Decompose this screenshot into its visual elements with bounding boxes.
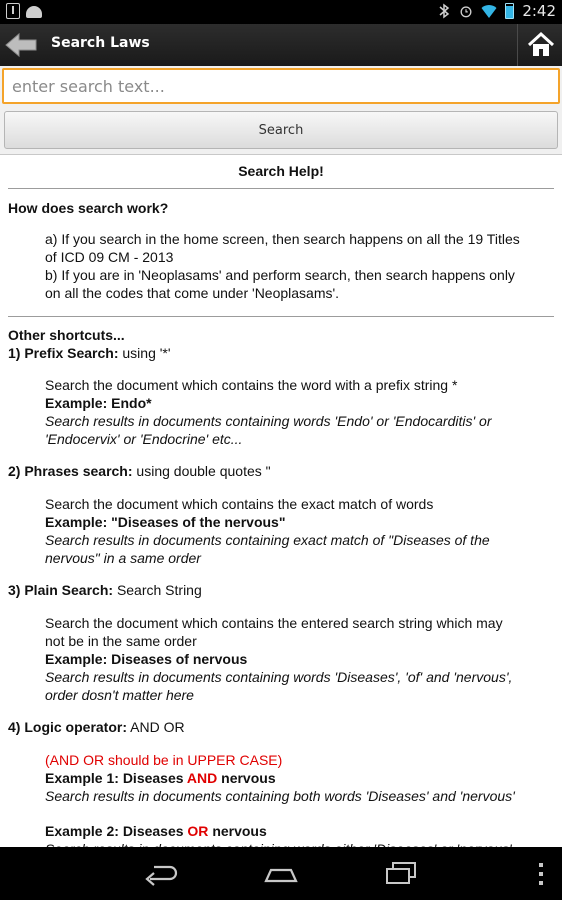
alarm-icon xyxy=(459,3,473,19)
search-input[interactable] xyxy=(2,68,560,104)
plain-example: Example: Diseases of nervous xyxy=(45,651,248,667)
phrase-value: using double quotes " xyxy=(136,463,271,479)
divider xyxy=(8,316,554,317)
wifi-icon xyxy=(481,3,497,19)
android-icon xyxy=(26,6,42,18)
ex1-tail: nervous xyxy=(221,770,276,786)
plain-result-1: Search results in documents containing words 'Diseases', 'of' and 'nervous', xyxy=(45,669,513,685)
how-text-b-1: b) If you are in 'Neoplasams' and perform search, then search happens only xyxy=(45,267,515,283)
logic-example-1 xyxy=(45,769,276,787)
logic-note: (AND OR should be in UPPER CASE) xyxy=(45,752,283,768)
action-bar xyxy=(0,24,562,67)
notification-box-icon xyxy=(6,3,20,19)
prefix-desc: Search the document which contains the word with a prefix string * xyxy=(45,377,458,393)
logic-value: AND OR xyxy=(130,719,185,735)
search-panel xyxy=(0,66,562,155)
search-button[interactable]: Search xyxy=(4,111,558,149)
action-bar-divider xyxy=(517,24,518,66)
logic-example-1-result: Search results in documents containing both words 'Diseases' and 'nervous' xyxy=(45,788,515,804)
overflow-menu-icon[interactable] xyxy=(536,861,546,887)
bluetooth-icon xyxy=(437,3,451,19)
phrase-result-2: nervous" in a same order xyxy=(45,550,201,566)
plain-desc-1: Search the document which contains the entered search string which may xyxy=(45,615,503,631)
prefix-search-heading xyxy=(8,344,171,362)
plain-result-2: order dosn't matter here xyxy=(45,687,194,703)
how-text-a-1: a) If you search in the home screen, then search happens on all the 19 Titles xyxy=(45,231,520,247)
plain-search-heading xyxy=(8,581,202,599)
status-system-icons xyxy=(437,2,556,20)
back-arrow-icon[interactable] xyxy=(4,30,38,60)
prefix-result-2: 'Endocervix' or 'Endocrine' etc... xyxy=(45,431,243,447)
page-title: Search Laws xyxy=(51,35,150,51)
prefix-result-1: Search results in documents containing words 'Endo' or 'Endocarditis' or xyxy=(45,413,492,429)
home-icon[interactable] xyxy=(526,31,556,59)
nav-back-icon[interactable] xyxy=(144,861,180,885)
navigation-bar xyxy=(0,847,562,900)
status-bar xyxy=(0,0,562,24)
battery-icon xyxy=(505,3,514,19)
help-title: Search Help! xyxy=(238,163,324,179)
phrase-label: 2) Phrases search: xyxy=(8,463,133,479)
phrase-search-heading xyxy=(8,462,271,480)
plain-value: Search String xyxy=(116,582,202,598)
ex1-operator: AND xyxy=(186,770,218,786)
how-text-b-2: on all the codes that come under 'Neoplasams'. xyxy=(45,285,340,301)
search-help-content[interactable] xyxy=(0,155,562,847)
phrase-example: Example: "Diseases of the nervous" xyxy=(45,514,286,530)
other-heading: Other shortcuts... xyxy=(8,327,125,343)
nav-recents-icon[interactable] xyxy=(385,861,419,887)
nav-home-icon[interactable] xyxy=(263,861,299,885)
phrase-desc: Search the document which contains the exact match of words xyxy=(45,496,434,512)
plain-label: 3) Plain Search: xyxy=(8,582,114,598)
divider xyxy=(8,188,554,189)
how-text-a-2: of ICD 09 CM - 2013 xyxy=(45,249,174,265)
plain-desc-2: not be in the same order xyxy=(45,633,197,649)
logic-example-2 xyxy=(45,822,267,840)
logic-operator-heading xyxy=(8,718,185,736)
ex1-label: Example 1: Diseases xyxy=(45,770,184,786)
prefix-label: 1) Prefix Search: xyxy=(8,345,119,361)
logic-label: 4) Logic operator: xyxy=(8,719,128,735)
how-heading: How does search work? xyxy=(8,200,169,216)
prefix-value: using '*' xyxy=(122,345,171,361)
ex2-operator: OR xyxy=(187,823,209,839)
ex2-label: Example 2: Diseases xyxy=(45,823,184,839)
status-notifications xyxy=(6,3,42,19)
ex2-tail: nervous xyxy=(212,823,267,839)
phrase-result-1: Search results in documents containing exact match of "Diseases of the xyxy=(45,532,490,548)
prefix-example: Example: Endo* xyxy=(45,395,152,411)
status-time: 2:42 xyxy=(522,2,556,20)
